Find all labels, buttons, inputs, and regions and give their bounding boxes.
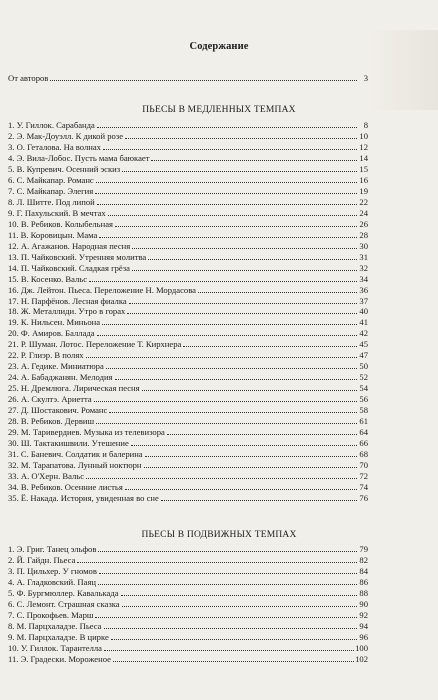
dot-leader — [96, 417, 357, 424]
entry-page: 76 — [359, 492, 368, 503]
entry-text: 7. С. Майкапар. Элегия — [8, 185, 94, 196]
entry-page: 54 — [359, 383, 368, 394]
entry-page: 16 — [359, 174, 368, 185]
entry-text: 4. Э. Вила-Лобос. Пусть мама баюкает — [8, 152, 150, 163]
dot-leader — [99, 231, 357, 238]
entry-text: 29. М. Таривердиев. Музыка из телевизора — [8, 427, 165, 438]
entry-page: 50 — [359, 361, 368, 372]
toc-entry — [8, 317, 368, 327]
entry-page: 10 — [359, 130, 368, 141]
dot-leader — [122, 600, 357, 607]
entry-text: 3. П. Цильхер. У гномов — [8, 565, 97, 576]
entry-page: 90 — [359, 598, 368, 609]
entry-page: 72 — [359, 471, 368, 482]
entry-page: 64 — [359, 427, 368, 438]
toc-entry — [8, 621, 368, 631]
toc-entry — [8, 654, 368, 664]
toc-entry — [8, 643, 368, 653]
dot-leader — [98, 578, 357, 585]
entry-text: 14. П. Чайковский. Сладкая грёза — [8, 262, 130, 273]
toc-entry — [8, 544, 368, 554]
entry-page: 79 — [359, 544, 368, 554]
dot-leader — [50, 74, 357, 81]
dot-leader — [145, 450, 357, 457]
entry-page: 92 — [359, 609, 368, 620]
entry-text: 6. С. Лемонт. Страшная сказка — [8, 598, 120, 609]
dot-leader — [127, 307, 357, 314]
toc-entry — [8, 566, 368, 576]
toc-entry — [8, 285, 368, 295]
entry-page: 94 — [359, 620, 368, 631]
dot-leader — [132, 264, 357, 271]
dot-leader — [102, 318, 357, 325]
dot-leader — [97, 121, 357, 128]
toc-entry — [8, 632, 368, 642]
entry-text: 12. А. Агажанов. Народная песня — [8, 240, 131, 251]
dot-leader — [97, 198, 357, 205]
toc-entry — [8, 416, 368, 426]
entry-page: 102 — [355, 653, 368, 664]
toc-entry — [8, 241, 368, 251]
dot-leader — [109, 406, 357, 413]
dot-leader — [98, 545, 357, 552]
toc-entry — [8, 142, 368, 152]
entry-text: 16. Дж. Лейтон. Пьеса. Переложение Н. Мордасова — [8, 284, 196, 295]
dot-leader — [151, 154, 357, 161]
dot-leader — [95, 187, 357, 194]
entry-page: 19 — [359, 185, 368, 196]
dot-leader — [95, 611, 357, 618]
dot-leader — [94, 395, 357, 402]
entry-text: 20. Ф. Амиров. Баллада — [8, 328, 95, 339]
entry-text: 11. В. Коровицын. Мама — [8, 229, 98, 240]
toc-entry — [8, 339, 368, 349]
entry-text: 5. В. Купревич. Осенний эскиз — [8, 163, 121, 174]
entry-page: 66 — [359, 438, 368, 449]
dot-leader — [132, 242, 357, 249]
entry-text: 31. С. Баневич. Солдатик и балерина — [8, 449, 143, 460]
toc-entry — [8, 120, 368, 130]
toc-entry — [8, 449, 368, 459]
dot-leader — [99, 567, 357, 574]
entry-text: 21. Р. Шуман. Лотос. Переложение Т. Кирхнера — [8, 339, 182, 350]
toc-entry — [8, 555, 368, 565]
entry-page: 68 — [359, 449, 368, 460]
toc-entry — [8, 482, 368, 492]
toc-entry — [8, 493, 368, 503]
entry-page: 8 — [363, 120, 368, 130]
entry-text: 26. А. Скултэ. Ариетта — [8, 394, 92, 405]
toc-entry — [8, 427, 368, 437]
entry-text: 18. Ж. Металлиди. Утро в горах — [8, 306, 126, 317]
dot-leader — [103, 143, 357, 150]
entry-page: 41 — [359, 317, 368, 328]
toc-entry — [8, 361, 368, 371]
dot-leader — [198, 286, 357, 293]
toc-entry — [8, 350, 368, 360]
entry-page: 15 — [359, 163, 368, 174]
toc-entry — [8, 577, 368, 587]
dot-leader — [86, 472, 357, 479]
entry-text: 9. Г. Пахульский. В мечтах — [8, 207, 106, 218]
toc-entry — [8, 230, 368, 240]
toc-entry — [8, 175, 368, 185]
dot-leader — [115, 373, 357, 380]
dot-leader — [183, 340, 357, 347]
toc-entry — [8, 208, 368, 218]
entry-page: 40 — [359, 306, 368, 317]
entry-page: 32 — [359, 262, 368, 273]
toc-entry — [8, 394, 368, 404]
dot-leader — [122, 165, 357, 172]
entry-text: 8. М. Парцхаладзе. Пьеса — [8, 620, 102, 631]
dot-leader — [131, 439, 357, 446]
dot-leader — [125, 483, 357, 490]
dot-leader — [129, 297, 357, 304]
section-title-slow: ПЬЕСЫ В МЕДЛЕННЫХ ТЕМПАХ — [142, 105, 296, 115]
toc-entry — [8, 153, 368, 163]
entry-page: 34 — [359, 273, 368, 284]
dot-leader — [115, 220, 357, 227]
entry-text: От авторов — [8, 73, 49, 83]
entry-page: 84 — [359, 565, 368, 576]
entry-page: 56 — [359, 394, 368, 405]
dot-leader — [77, 556, 357, 563]
dot-leader — [144, 461, 357, 468]
entry-page: 100 — [355, 642, 368, 653]
entry-page: 12 — [359, 141, 368, 152]
entry-text: 10. У. Гиллок. Тарантелла — [8, 642, 102, 653]
entry-text: 19. К. Нильсен. Миньона — [8, 317, 101, 328]
entry-text: 8. Л. Шитте. Под липой — [8, 196, 95, 207]
dot-leader — [113, 655, 354, 662]
entry-page: 47 — [359, 350, 368, 361]
entry-page: 82 — [359, 554, 368, 565]
page-title: Содержание — [189, 41, 249, 52]
toc-entry — [8, 328, 368, 338]
toc-entry — [8, 383, 368, 393]
entry-text: 22. Р. Глиэр. В полях — [8, 350, 84, 361]
entry-page: 14 — [359, 152, 368, 163]
toc-entry — [8, 296, 368, 306]
entry-page: 3 — [363, 73, 368, 83]
toc-entry — [8, 460, 368, 470]
entry-page: 42 — [359, 328, 368, 339]
entry-text: 25. Н. Дремлюга. Лирическая песня — [8, 383, 140, 394]
dot-leader — [104, 622, 358, 629]
entry-text: 30. Ш. Тактакишвили. Утешение — [8, 438, 129, 449]
toc-entry — [8, 252, 368, 262]
entry-text: 15. В. Косенко. Вальс — [8, 273, 88, 284]
toc-entry — [8, 197, 368, 207]
entry-text: 10. В. Ребиков. Колыбельная — [8, 218, 113, 229]
toc-entry — [8, 372, 368, 382]
entry-page: 45 — [359, 339, 368, 350]
dot-leader — [86, 351, 357, 358]
dot-leader — [111, 633, 357, 640]
entry-page: 61 — [359, 416, 368, 427]
dot-leader — [142, 384, 357, 391]
entry-text: 11. Э. Градески. Мороженое — [8, 653, 111, 664]
entry-page: 31 — [359, 251, 368, 262]
dot-leader — [97, 329, 357, 336]
entry-page: 88 — [359, 587, 368, 598]
entry-text: 35. Ё. Накада. История, увиденная во сне — [8, 492, 159, 503]
entry-text: 2. Э. Мак-Доуэлл. К дикой розе — [8, 130, 124, 141]
entry-page: 96 — [359, 631, 368, 642]
toc-entry — [8, 186, 368, 196]
entry-text: 2. Й. Гайдн. Пьеса — [8, 554, 76, 565]
toc-entry — [8, 263, 368, 273]
entry-text: 34. В. Ребиков. Осенние листья — [8, 482, 123, 492]
entry-page: 28 — [359, 229, 368, 240]
entry-text: 5. Ф. Бургмюллер. Кавалькада — [8, 587, 119, 598]
toc-entry — [8, 131, 368, 141]
dot-leader — [108, 209, 357, 216]
entry-text: 3. О. Геталова. На волнах — [8, 141, 101, 152]
entry-page: 58 — [359, 405, 368, 416]
entry-text: 7. С. Прокофьев. Марш — [8, 609, 94, 620]
entry-text: 17. Н. Парфёнов. Лесная фиалка — [8, 295, 127, 306]
entry-text: 6. С. Майкапар. Романс — [8, 174, 94, 185]
dot-leader — [96, 176, 357, 183]
entry-page: 36 — [359, 284, 368, 295]
toc-entry — [8, 588, 368, 598]
entry-page: 22 — [359, 196, 368, 207]
toc-entry — [8, 219, 368, 229]
entry-text: 23. А. Гедике. Миниатюра — [8, 361, 104, 372]
entry-text: 1. Э. Григ. Танец эльфов — [8, 544, 97, 554]
entry-text: 28. В. Ребиков. Дервиш — [8, 416, 95, 427]
dot-leader — [106, 362, 357, 369]
toc-entry — [8, 405, 368, 415]
dot-leader — [125, 132, 357, 139]
toc-entry — [8, 438, 368, 448]
dot-leader — [148, 253, 357, 260]
dot-leader — [121, 589, 357, 596]
toc-entry — [8, 610, 368, 620]
entry-page: 52 — [359, 372, 368, 383]
entry-text: 1. У. Гиллок. Сарабанда — [8, 120, 95, 130]
entry-page: 24 — [359, 207, 368, 218]
section-title-fast: ПЬЕСЫ В ПОДВИЖНЫХ ТЕМПАХ — [141, 530, 297, 540]
entry-page: 86 — [359, 576, 368, 587]
entry-page: 37 — [359, 295, 368, 306]
entry-text: 13. П. Чайковский. Утренняя молитва — [8, 251, 147, 262]
entry-page: 30 — [359, 240, 368, 251]
dot-leader — [167, 428, 357, 435]
entry-page: 70 — [359, 460, 368, 471]
entry-text: 4. А. Гладковский. Паяц — [8, 576, 96, 587]
entry-text: 32. М. Тарапатова. Лунный ноктюрн — [8, 460, 142, 471]
toc-entry — [8, 599, 368, 609]
entry-page: 74 — [359, 482, 368, 492]
dot-leader — [89, 275, 357, 282]
toc-entry — [8, 471, 368, 481]
intro-entry — [8, 73, 368, 83]
toc-entry — [8, 274, 368, 284]
toc-entry — [8, 164, 368, 174]
dot-leader — [104, 644, 354, 651]
entry-text: 9. М. Парцхаладзе. В цирке — [8, 631, 109, 642]
entry-text: 33. А. О'Херн. Вальс — [8, 471, 85, 482]
entry-page: 26 — [359, 218, 368, 229]
entry-text: 27. Д. Шостакович. Романс — [8, 405, 108, 416]
toc-entry — [8, 306, 368, 316]
dot-leader — [161, 494, 357, 501]
entry-text: 24. А. Бабаджанян. Мелодия — [8, 372, 113, 383]
